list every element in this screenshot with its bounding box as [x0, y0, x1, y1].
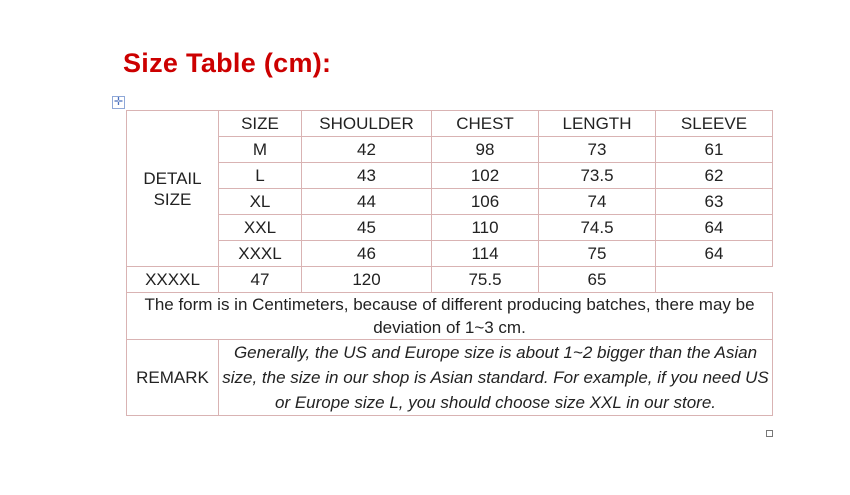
table-row — [127, 241, 773, 267]
cell-sleeve: 64 — [656, 241, 773, 267]
table-row — [127, 189, 773, 215]
cell-size: XXL — [219, 215, 302, 241]
cell-sleeve: 63 — [656, 189, 773, 215]
cell-size: XXXL — [219, 241, 302, 267]
header-shoulder: SHOULDER — [302, 111, 432, 137]
cell-shoulder: 44 — [302, 189, 432, 215]
header-sleeve: SLEEVE — [656, 111, 773, 137]
cell-length: 73 — [539, 137, 656, 163]
cell-shoulder: 43 — [302, 163, 432, 189]
cell-chest: 106 — [432, 189, 539, 215]
table-resize-handle-icon[interactable] — [766, 430, 773, 437]
cell-length: 74 — [539, 189, 656, 215]
table-header-row — [127, 111, 773, 137]
size-table-container — [126, 110, 772, 416]
cell-length: 73.5 — [539, 163, 656, 189]
remark-text: Generally, the US and Europe size is about 1~2 bigger than the Asian size, the size in our shop is Asian standard. For example, if you need US or Europe size L, you should choose size XXL in our store. — [219, 340, 773, 416]
table-move-handle-icon[interactable]: ✛ — [113, 96, 124, 108]
cell-size: L — [219, 163, 302, 189]
cell-size: M — [219, 137, 302, 163]
measurement-note: The form is in Centimeters, because of different producing batches, there may be deviation of 1~3 cm. — [127, 293, 773, 340]
cell-chest: 102 — [432, 163, 539, 189]
cell-shoulder: 46 — [302, 241, 432, 267]
table-remark-row — [127, 340, 773, 416]
cell-chest: 114 — [432, 241, 539, 267]
cell-shoulder: 47 — [219, 267, 302, 293]
page-title: Size Table (cm): — [123, 48, 332, 78]
cell-sleeve: 61 — [656, 137, 773, 163]
remark-label: REMARK — [127, 340, 219, 416]
cell-chest: 110 — [432, 215, 539, 241]
detail-size-label — [127, 111, 219, 267]
cell-shoulder: 42 — [302, 137, 432, 163]
table-row — [127, 267, 773, 293]
header-chest: CHEST — [432, 111, 539, 137]
table-row — [127, 215, 773, 241]
cell-sleeve: 64 — [656, 215, 773, 241]
header-size: SIZE — [219, 111, 302, 137]
cell-chest: 98 — [432, 137, 539, 163]
table-note-row — [127, 293, 773, 340]
cell-length: 74.5 — [539, 215, 656, 241]
detail-size-label-line1: DETAIL SIZE — [143, 168, 202, 209]
table-row — [127, 137, 773, 163]
cell-length: 75.5 — [432, 267, 539, 293]
size-table — [126, 110, 773, 416]
cell-length: 75 — [539, 241, 656, 267]
cell-size: XL — [219, 189, 302, 215]
cell-size: XXXXL — [127, 267, 219, 293]
table-row — [127, 163, 773, 189]
cell-chest: 120 — [302, 267, 432, 293]
cell-sleeve: 65 — [539, 267, 656, 293]
cell-shoulder: 45 — [302, 215, 432, 241]
header-length: LENGTH — [539, 111, 656, 137]
cell-sleeve: 62 — [656, 163, 773, 189]
